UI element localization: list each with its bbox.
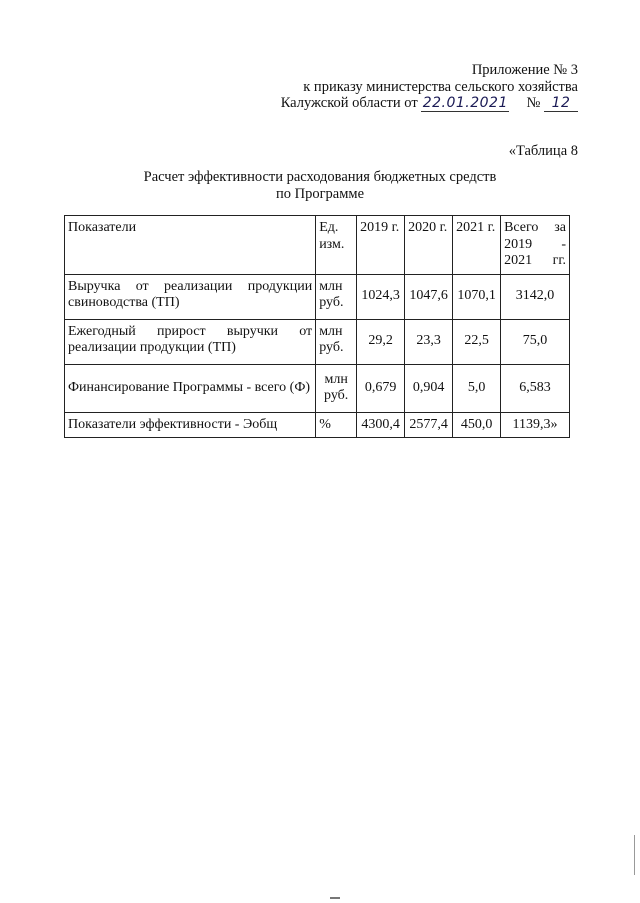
table-row xyxy=(65,412,570,438)
row-label: Показатели эффективности - Эобщ xyxy=(65,412,316,438)
table-row xyxy=(65,319,570,364)
cell-2019: 0,679 xyxy=(357,364,405,412)
table-header-row xyxy=(65,216,570,275)
header-2019: 2019 г. xyxy=(357,216,405,275)
region-label: Калужской области от xyxy=(280,95,418,111)
cell-2020: 2577,4 xyxy=(405,412,453,438)
cell-2020: 23,3 xyxy=(405,319,453,364)
cell-2020: 1047,6 xyxy=(405,274,453,319)
cell-2021: 1070,1 xyxy=(453,274,501,319)
order-date-line xyxy=(281,95,578,112)
row-label: Выручка от реализации продукции свиноводства (ТП) xyxy=(65,274,316,319)
handwritten-number: 12 xyxy=(544,96,578,112)
appendix-number: Приложение № 3 xyxy=(471,62,578,78)
cell-2021: 450,0 xyxy=(453,412,501,438)
scan-bottom-mark xyxy=(330,897,340,899)
cell-total: 75,0 xyxy=(501,319,570,364)
table-caption: «Таблица 8 xyxy=(508,143,578,159)
row-label: Ежегодный прирост выручки от реализации продукции (ТП) xyxy=(65,319,316,364)
order-reference: к приказу министерства сельского хозяйства xyxy=(303,79,578,95)
number-label: № xyxy=(526,95,541,111)
cell-2021: 5,0 xyxy=(453,364,501,412)
table-row xyxy=(65,274,570,319)
row-unit: млн руб. xyxy=(316,319,357,364)
handwritten-date: 22.01.2021 xyxy=(422,95,508,111)
scan-edge-mark xyxy=(634,835,635,875)
header-total: Всего за 2019 - 2021 гг. xyxy=(501,216,570,275)
header-2021: 2021 г. xyxy=(453,216,501,275)
cell-2019: 4300,4 xyxy=(357,412,405,438)
header-indicator: Показатели xyxy=(65,216,316,275)
cell-2019: 29,2 xyxy=(357,319,405,364)
table-row xyxy=(65,364,570,412)
row-unit: млн руб. xyxy=(316,364,357,412)
document-subtitle: по Программе xyxy=(275,186,365,202)
cell-total: 1139,3» xyxy=(501,412,570,438)
cell-2021: 22,5 xyxy=(453,319,501,364)
row-unit: млн руб. xyxy=(316,274,357,319)
row-label: Финансирование Программы - всего (Ф) xyxy=(65,364,316,412)
header-2020: 2020 г. xyxy=(405,216,453,275)
cell-total: 3142,0 xyxy=(501,274,570,319)
cell-2020: 0,904 xyxy=(405,364,453,412)
row-unit: % xyxy=(316,412,357,438)
cell-2019: 1024,3 xyxy=(357,274,405,319)
efficiency-table xyxy=(64,215,570,438)
cell-total: 6,583 xyxy=(501,364,570,412)
document-title: Расчет эффективности расходования бюджетных средств xyxy=(143,169,497,185)
header-unit: Ед. изм. xyxy=(316,216,357,275)
